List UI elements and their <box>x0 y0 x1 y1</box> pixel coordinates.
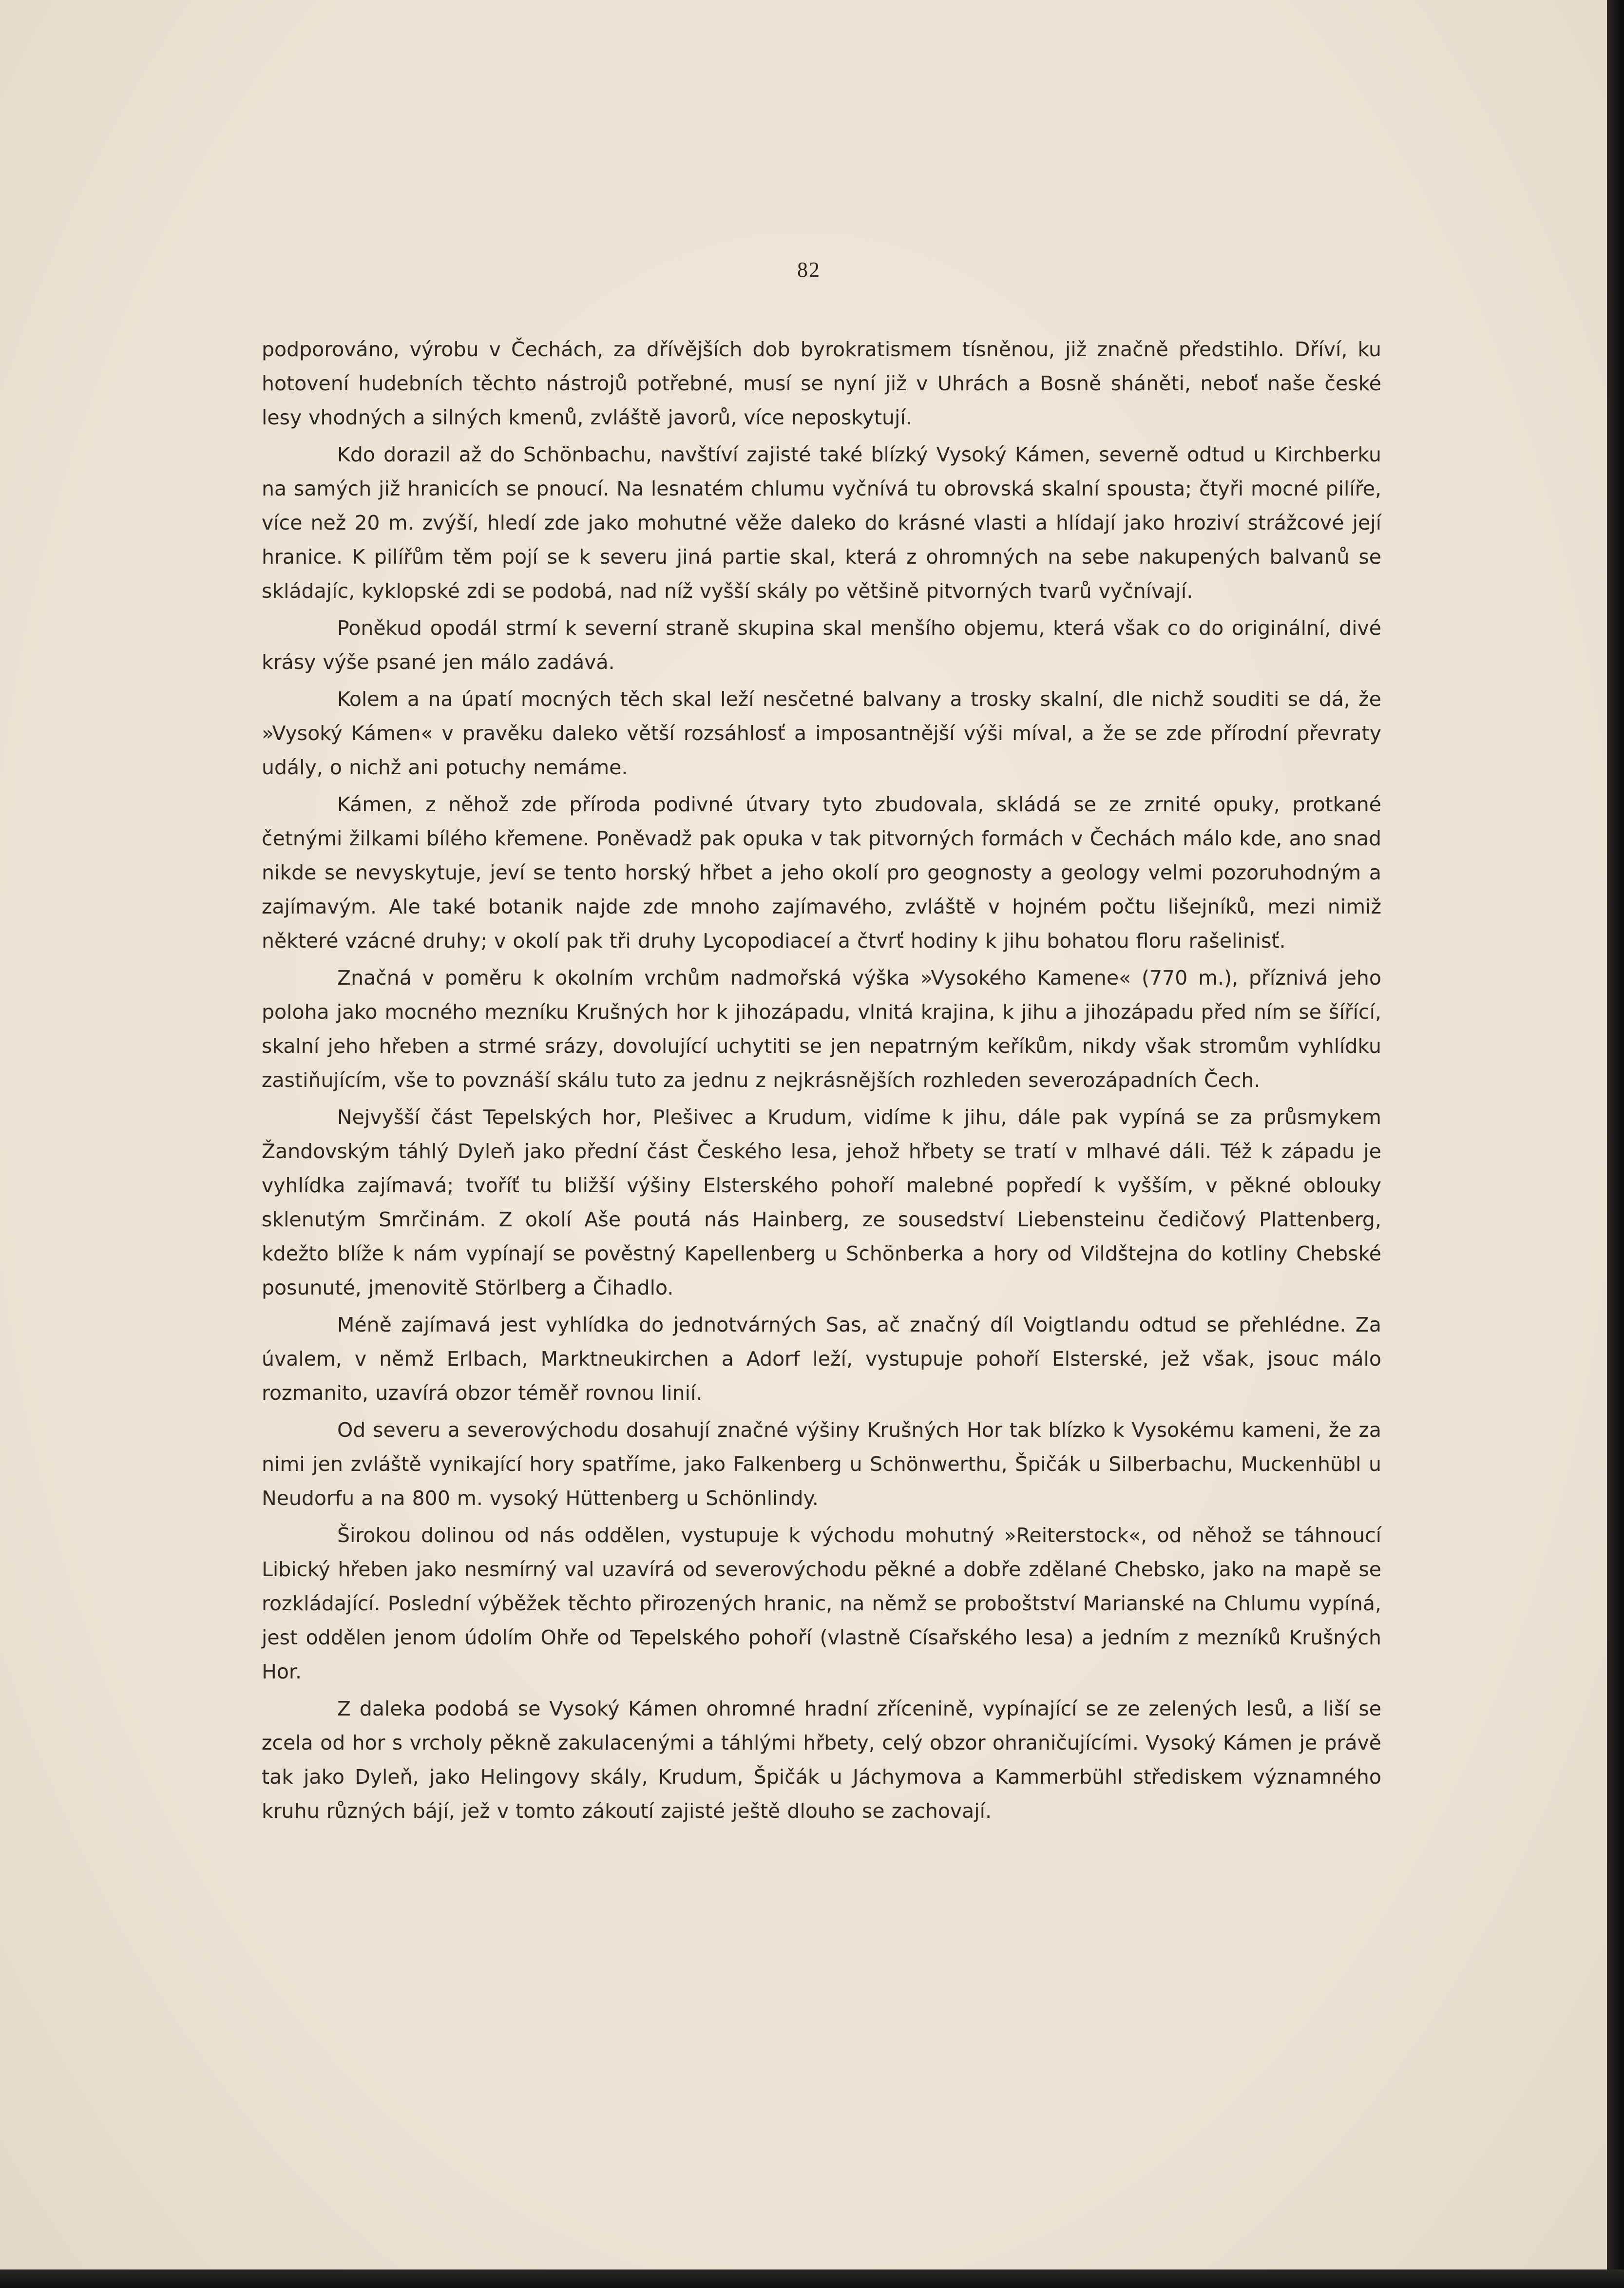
scan-border-bottom <box>0 2269 1624 2288</box>
paragraph: Poněkud opodál strmí k severní straně skupina skal menšího objemu, která však co do originální, divé krásy výše psané jen málo zadává. <box>262 616 1381 674</box>
paragraph: Kdo dorazil až do Schönbachu, navštíví zajisté také blízký Vysoký Kámen, severně odtud u Kirchberku na samých již hranicích se pnoucí. Na lesnatém chlumu vyčnívá tu obrovská skalní spousta; čtyři mocné pilíře, více než 20 m. zvýší, hledí zde jako mohutné věže daleko do krásné vlasti a hlídají jako hroziví strážcové její hranice. K pilířům těm pojí se k severu jiná partie skal, která z ohromných na sebe nakupených balvanů se skládajíc, kyklopské zdi se podobá, nad níž vyšší skály po většině pitvorných tvarů vyčnívají. <box>262 443 1381 603</box>
scan-border-right <box>1607 0 1624 2288</box>
paragraph: Kámen, z něhož zde příroda podivné útvary tyto zbudovala, skládá se ze zrnité opuky, protkané četnými žilkami bílého křemene. Poněvadž pak opuka v tak pitvorných formách v Čechách málo kde, ano snad nikde se nevyskytuje, jeví se tento horský hřbet a jeho okolí pro geognosty a geology velmi pozoruhodným a zajímavým. Ale také botanik najde zde mnoho zajímavého, zvláště v hojném počtu lišejníků, mezi nimiž některé vzácné druhy; v okolí pak tři druhy Lycopodiaceí a čtvrť hodiny k jihu bohatou floru rašelinisť. <box>262 793 1381 953</box>
body-text <box>262 332 1381 1831</box>
paragraph: Nejvyšší část Tepelských hor, Plešivec a Krudum, vidíme k jihu, dále pak vypíná se za průsmykem Žandovským táhlý Dyleň jako přední část Českého lesa, jehož hřbety se tratí v mlhavé dáli. Též k západu je vyhlídka zajímavá; tvoříť tu bližší výšiny Elsterského pohoří malebné popředí k vyšším, v pěkné oblouky sklenutým Smrčinám. Z okolí Aše poutá nás Hainberg, ze sousedství Liebensteinu čedičový Plattenberg, kdežto blíže k nám vypínají se pověstný Kapellenberg u Schönberka a hory od Vildštejna do kotliny Chebské posunuté, jmenovitě Störlberg a Čihadlo. <box>262 1106 1381 1299</box>
page-number: 82 <box>797 258 821 282</box>
paragraph: Značná v poměru k okolním vrchům nadmořská výška »Vysokého Kamene« (770 m.), příznivá jeho poloha jako mocného mezníku Krušných hor k jihozápadu, vlnitá krajina, k jihu a jihozápadu před ním se šířící, skalní jeho hřeben a strmé srázy, dovolující uchytiti se jen nepatrným keříkům, nikdy však stromům vyhlídku zastiňujícím, vše to povznáší skálu tuto za jednu z nejkrásnějších rozhleden severozápadních Čech. <box>262 966 1381 1092</box>
paragraph: podporováno, výrobu v Čechách, za dřívějších dob byrokratismem tísněnou, již značně předstihlo. Dříví, ku hotovení hudebních těchto nástrojů potřebné, musí se nyní již v Uhrách a Bosně sháněti, neboť naše české lesy vhodných a silných kmenů, zvláště javorů, více neposkytují. <box>262 338 1381 429</box>
paragraph: Z daleka podobá se Vysoký Kámen ohromné hradní zřícenině, vypínající se ze zelených lesů, a liší se zcela od hor s vrcholy pěkně zakulacenými a táhlými hřbety, celý obzor ohraničujícími. Vysoký Kámen je právě tak jako Dyleň, jako Helingovy skály, Krudum, Špičák u Jáchymova a Kammerbühl střediskem významného kruhu různých bájí, jež v tomto zákoutí zajisté ještě dlouho se zachovají. <box>262 1697 1381 1823</box>
paragraph: Méně zajímavá jest vyhlídka do jednotvárných Sas, ač značný díl Voigtlandu odtud se přehlédne. Za úvalem, v němž Erlbach, Marktneukirchen a Adorf leží, vystupuje pohoří Elsterské, jež však, jsouc málo rozmanito, uzavírá obzor téměř rovnou linií. <box>262 1313 1381 1405</box>
paragraph: Od severu a severovýchodu dosahují značné výšiny Krušných Hor tak blízko k Vysokému kameni, že za nimi jen zvláště vynikající hory spatříme, jako Falkenberg u Schönwerthu, Špičák u Silberbachu, Muckenhübl u Neudorfu a na 800 m. vysoký Hüttenberg u Schönlindy. <box>262 1418 1381 1510</box>
paragraph: Kolem a na úpatí mocných těch skal leží nesčetné balvany a trosky skalní, dle nichž souditi se dá, že »Vysoký Kámen« v pravěku daleko větší rozsáhlosť a imposantnější výši míval, a že se zde přírodní převraty udály, o nichž ani potuchy nemáme. <box>262 687 1381 779</box>
paragraph: Širokou dolinou od nás oddělen, vystupuje k východu mohutný »Reiterstock«, od něhož se táhnoucí Libický hřeben jako nesmírný val uzavírá od severovýchodu pěkné a dobře zdělané Chebsko, jako na mapě se rozkládající. Poslední výběžek těchto přirozených hranic, na němž se proboštství Marianské na Chlumu vypíná, jest oddělen jenom údolím Ohře od Tepelského pohoří (vlastně Císařského lesa) a jedním z mezníků Krušných Hor. <box>262 1524 1381 1683</box>
